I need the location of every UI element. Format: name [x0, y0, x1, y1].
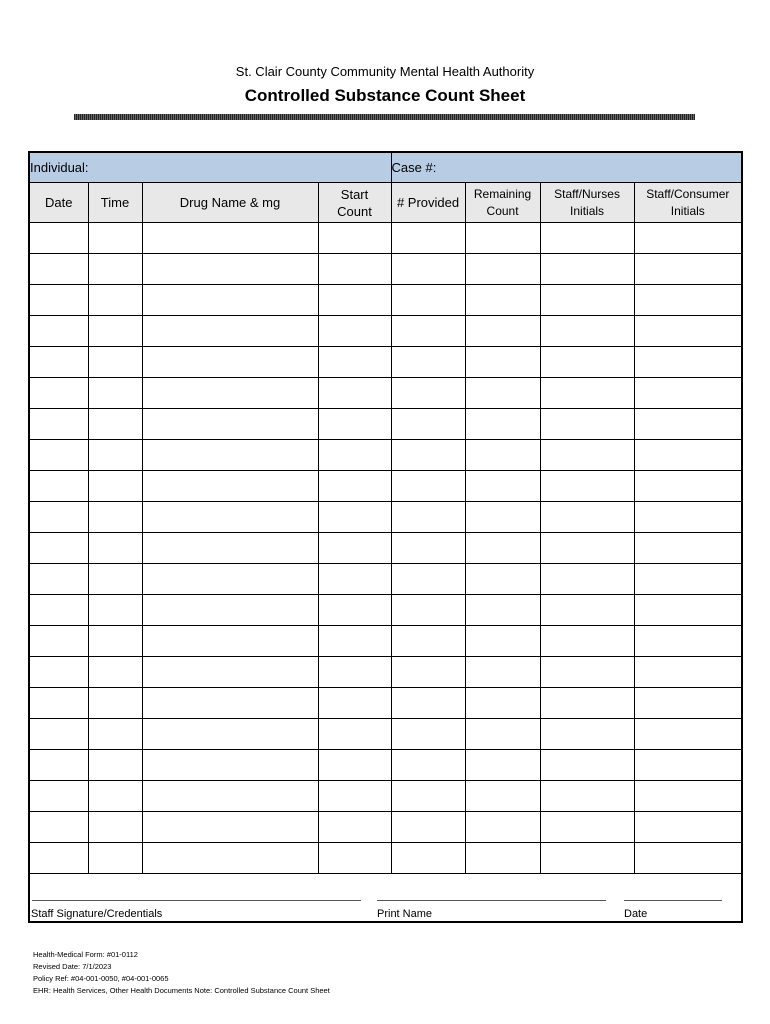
provided-cell[interactable]	[391, 223, 465, 254]
provided-cell[interactable]	[391, 254, 465, 285]
time-cell[interactable]	[88, 347, 142, 378]
table-row	[29, 657, 742, 688]
drug-cell[interactable]	[142, 750, 318, 781]
drug-cell[interactable]	[142, 378, 318, 409]
staff-nurses-cell[interactable]	[540, 347, 634, 378]
staff-nurses-cell[interactable]	[540, 316, 634, 347]
provided-cell[interactable]	[391, 440, 465, 471]
remaining-count-cell[interactable]	[465, 316, 540, 347]
table-row	[29, 564, 742, 595]
staff-nurses-cell[interactable]	[540, 285, 634, 316]
provided-cell[interactable]	[391, 316, 465, 347]
remaining-count-line2: Count	[486, 203, 519, 218]
staff-consumer-cell[interactable]	[634, 750, 742, 781]
print-name-line[interactable]	[377, 900, 606, 901]
staff-consumer-cell[interactable]	[634, 843, 742, 874]
table-row	[29, 285, 742, 316]
table-row	[29, 316, 742, 347]
date-cell[interactable]	[29, 626, 88, 657]
drug-cell[interactable]	[142, 502, 318, 533]
provided-cell[interactable]	[391, 719, 465, 750]
remaining-count-cell[interactable]	[465, 750, 540, 781]
start-count-cell[interactable]	[318, 285, 391, 316]
signature-row	[29, 874, 742, 923]
staff-consumer-cell[interactable]	[634, 781, 742, 812]
remaining-count-cell[interactable]	[465, 843, 540, 874]
time-cell[interactable]	[88, 502, 142, 533]
remaining-count-cell[interactable]	[465, 285, 540, 316]
col-start-count	[318, 183, 391, 223]
time-cell[interactable]	[88, 316, 142, 347]
date-cell[interactable]	[29, 719, 88, 750]
start-count-line2: Count	[337, 203, 372, 219]
start-count-cell[interactable]	[318, 316, 391, 347]
drug-cell[interactable]	[142, 409, 318, 440]
staff-signature-line[interactable]	[32, 900, 361, 901]
table-row	[29, 843, 742, 874]
drug-cell[interactable]	[142, 223, 318, 254]
table-row	[29, 533, 742, 564]
date-cell[interactable]	[29, 657, 88, 688]
time-cell[interactable]	[88, 223, 142, 254]
staff-consumer-cell[interactable]	[634, 626, 742, 657]
staff-nurses-cell[interactable]	[540, 471, 634, 502]
drug-cell[interactable]	[142, 285, 318, 316]
start-count-cell[interactable]	[318, 223, 391, 254]
table-row	[29, 812, 742, 843]
date-cell[interactable]	[29, 347, 88, 378]
col-time: Time	[88, 183, 142, 223]
time-cell[interactable]	[88, 378, 142, 409]
table-row	[29, 502, 742, 533]
staff-nurses-cell[interactable]	[540, 812, 634, 843]
time-cell[interactable]	[88, 564, 142, 595]
staff-nurses-cell[interactable]	[540, 657, 634, 688]
table-row	[29, 719, 742, 750]
table-row	[29, 595, 742, 626]
date-cell[interactable]	[29, 533, 88, 564]
start-count-cell[interactable]	[318, 254, 391, 285]
date-label: Date	[624, 908, 648, 920]
start-count-line1: Start	[340, 186, 369, 202]
col-drug-name: Drug Name & mg	[142, 183, 318, 223]
page-title: Controlled Substance Count Sheet	[244, 86, 526, 105]
time-cell[interactable]	[88, 409, 142, 440]
footer-policy-ref: Policy Ref: #04-001-0050, #04-001-0065	[33, 974, 169, 983]
staff-nurses-cell[interactable]	[540, 750, 634, 781]
date-cell[interactable]	[29, 409, 88, 440]
drug-cell[interactable]	[142, 626, 318, 657]
time-cell[interactable]	[88, 688, 142, 719]
time-cell[interactable]	[88, 719, 142, 750]
date-cell[interactable]	[29, 440, 88, 471]
drug-cell[interactable]	[142, 843, 318, 874]
date-cell[interactable]	[29, 688, 88, 719]
staff-consumer-cell[interactable]	[634, 347, 742, 378]
drug-cell[interactable]	[142, 595, 318, 626]
table-row	[29, 254, 742, 285]
footer-form-number: Health-Medical Form: #01-0112	[33, 950, 138, 959]
start-count-cell[interactable]	[318, 347, 391, 378]
provided-cell[interactable]	[391, 750, 465, 781]
start-count-cell[interactable]	[318, 378, 391, 409]
date-line[interactable]	[624, 900, 722, 901]
table-row	[29, 471, 742, 502]
provided-cell[interactable]	[391, 688, 465, 719]
drug-cell[interactable]	[142, 254, 318, 285]
date-cell[interactable]	[29, 378, 88, 409]
staff-nurses-cell[interactable]	[540, 843, 634, 874]
provided-cell[interactable]	[391, 471, 465, 502]
drug-cell[interactable]	[142, 719, 318, 750]
time-cell[interactable]	[88, 533, 142, 564]
provided-cell[interactable]	[391, 409, 465, 440]
table-row	[29, 347, 742, 378]
staff-consumer-cell[interactable]	[634, 316, 742, 347]
time-cell[interactable]	[88, 285, 142, 316]
col-staff-nurses-initials	[540, 183, 634, 223]
date-cell[interactable]	[29, 812, 88, 843]
footer-ehr: EHR: Health Services, Other Health Documents Note: Controlled Substance Count Sheet	[33, 986, 330, 995]
staff-nurses-cell[interactable]	[540, 626, 634, 657]
start-count-cell[interactable]	[318, 595, 391, 626]
staff-nurses-cell[interactable]	[540, 378, 634, 409]
individual-field[interactable]	[29, 152, 391, 183]
drug-cell[interactable]	[142, 688, 318, 719]
start-count-cell[interactable]	[318, 812, 391, 843]
table-row	[29, 440, 742, 471]
count-sheet-table	[28, 151, 743, 923]
start-count-cell[interactable]	[318, 440, 391, 471]
staff-consumer-cell[interactable]	[634, 688, 742, 719]
case-number-field[interactable]	[391, 152, 742, 183]
drug-cell[interactable]	[142, 533, 318, 564]
remaining-count-cell[interactable]	[465, 688, 540, 719]
provided-cell[interactable]	[391, 781, 465, 812]
provided-cell[interactable]	[391, 347, 465, 378]
remaining-count-cell[interactable]	[465, 781, 540, 812]
remaining-count-line1: Remaining	[473, 186, 532, 201]
signature-area[interactable]	[29, 874, 742, 923]
table-row	[29, 626, 742, 657]
provided-cell[interactable]	[391, 502, 465, 533]
staff-nurses-line1: Staff/Nurses	[554, 186, 620, 201]
time-cell[interactable]	[88, 440, 142, 471]
start-count-cell[interactable]	[318, 750, 391, 781]
remaining-count-cell[interactable]	[465, 719, 540, 750]
table-row	[29, 750, 742, 781]
staff-consumer-cell[interactable]	[634, 285, 742, 316]
info-row	[29, 152, 742, 183]
date-cell[interactable]	[29, 502, 88, 533]
time-cell[interactable]	[88, 843, 142, 874]
drug-cell[interactable]	[142, 316, 318, 347]
start-count-cell[interactable]	[318, 843, 391, 874]
time-cell[interactable]	[88, 471, 142, 502]
staff-nurses-cell[interactable]	[540, 409, 634, 440]
remaining-count-cell[interactable]	[465, 626, 540, 657]
provided-cell[interactable]	[391, 812, 465, 843]
date-cell[interactable]	[29, 471, 88, 502]
time-cell[interactable]	[88, 595, 142, 626]
drug-cell[interactable]	[142, 347, 318, 378]
staff-nurses-cell[interactable]	[540, 533, 634, 564]
staff-consumer-cell[interactable]	[634, 657, 742, 688]
provided-cell[interactable]	[391, 564, 465, 595]
case-number-label: Case #:	[391, 160, 437, 175]
provided-cell[interactable]	[391, 285, 465, 316]
table-row	[29, 688, 742, 719]
table-row	[29, 781, 742, 812]
staff-consumer-cell[interactable]	[634, 719, 742, 750]
time-cell[interactable]	[88, 750, 142, 781]
staff-consumer-cell[interactable]	[634, 564, 742, 595]
staff-nurses-cell[interactable]	[540, 440, 634, 471]
staff-nurses-cell[interactable]	[540, 223, 634, 254]
provided-cell[interactable]	[391, 378, 465, 409]
staff-nurses-cell[interactable]	[540, 254, 634, 285]
date-cell[interactable]	[29, 781, 88, 812]
remaining-count-cell[interactable]	[465, 812, 540, 843]
provided-cell[interactable]	[391, 657, 465, 688]
staff-signature-label: Staff Signature/Credentials	[31, 908, 163, 920]
table-row	[29, 223, 742, 254]
staff-consumer-cell[interactable]	[634, 223, 742, 254]
column-header-row	[29, 183, 742, 223]
start-count-cell[interactable]	[318, 502, 391, 533]
entry-rows	[29, 223, 742, 874]
col-date: Date	[29, 183, 88, 223]
start-count-cell[interactable]	[318, 657, 391, 688]
drug-cell[interactable]	[142, 564, 318, 595]
staff-consumer-cell[interactable]	[634, 502, 742, 533]
start-count-cell[interactable]	[318, 781, 391, 812]
remaining-count-cell[interactable]	[465, 657, 540, 688]
drug-cell[interactable]	[142, 440, 318, 471]
start-count-cell[interactable]	[318, 409, 391, 440]
staff-nurses-cell[interactable]	[540, 502, 634, 533]
footer-revised-date: Revised Date: 7/1/2023	[33, 962, 112, 971]
date-cell[interactable]	[29, 843, 88, 874]
col-provided: # Provided	[391, 183, 465, 223]
date-cell[interactable]	[29, 750, 88, 781]
remaining-count-cell[interactable]	[465, 347, 540, 378]
remaining-count-cell[interactable]	[465, 502, 540, 533]
table-row	[29, 409, 742, 440]
print-name-label: Print Name	[377, 908, 433, 920]
staff-nurses-cell[interactable]	[540, 719, 634, 750]
start-count-cell[interactable]	[318, 533, 391, 564]
remaining-count-cell[interactable]	[465, 595, 540, 626]
drug-cell[interactable]	[142, 781, 318, 812]
remaining-count-cell[interactable]	[465, 223, 540, 254]
time-cell[interactable]	[88, 254, 142, 285]
time-cell[interactable]	[88, 812, 142, 843]
remaining-count-cell[interactable]	[465, 440, 540, 471]
date-cell[interactable]	[29, 564, 88, 595]
staff-nurses-line2: Initials	[570, 203, 605, 218]
staff-consumer-line2: Initials	[670, 203, 705, 218]
staff-consumer-line1: Staff/Consumer	[646, 186, 730, 201]
start-count-cell[interactable]	[318, 564, 391, 595]
remaining-count-cell[interactable]	[465, 254, 540, 285]
staff-nurses-cell[interactable]	[540, 688, 634, 719]
staff-nurses-cell[interactable]	[540, 595, 634, 626]
drug-cell[interactable]	[142, 471, 318, 502]
provided-cell[interactable]	[391, 533, 465, 564]
date-cell[interactable]	[29, 254, 88, 285]
individual-label: Individual:	[30, 160, 89, 175]
date-cell[interactable]	[29, 595, 88, 626]
start-count-cell[interactable]	[318, 626, 391, 657]
drug-cell[interactable]	[142, 812, 318, 843]
provided-cell[interactable]	[391, 595, 465, 626]
staff-consumer-cell[interactable]	[634, 595, 742, 626]
drug-cell[interactable]	[142, 657, 318, 688]
staff-consumer-cell[interactable]	[634, 409, 742, 440]
staff-consumer-cell[interactable]	[634, 254, 742, 285]
remaining-count-cell[interactable]	[465, 409, 540, 440]
provided-cell[interactable]	[391, 626, 465, 657]
staff-nurses-cell[interactable]	[540, 564, 634, 595]
date-cell[interactable]	[29, 285, 88, 316]
staff-consumer-cell[interactable]	[634, 378, 742, 409]
table-row	[29, 378, 742, 409]
form-footer	[33, 949, 330, 997]
date-cell[interactable]	[29, 316, 88, 347]
staff-consumer-cell[interactable]	[634, 533, 742, 564]
col-staff-consumer-initials	[634, 183, 742, 223]
remaining-count-cell[interactable]	[465, 533, 540, 564]
remaining-count-cell[interactable]	[465, 378, 540, 409]
staff-consumer-cell[interactable]	[634, 812, 742, 843]
date-cell[interactable]	[29, 223, 88, 254]
time-cell[interactable]	[88, 626, 142, 657]
provided-cell[interactable]	[391, 843, 465, 874]
col-remaining-count	[465, 183, 540, 223]
staff-consumer-cell[interactable]	[634, 471, 742, 502]
staff-nurses-cell[interactable]	[540, 781, 634, 812]
remaining-count-cell[interactable]	[465, 564, 540, 595]
time-cell[interactable]	[88, 781, 142, 812]
organization-name: St. Clair County Community Mental Health Authority	[235, 64, 535, 79]
time-cell[interactable]	[88, 657, 142, 688]
start-count-cell[interactable]	[318, 471, 391, 502]
title-divider	[74, 114, 695, 120]
staff-consumer-cell[interactable]	[634, 440, 742, 471]
remaining-count-cell[interactable]	[465, 471, 540, 502]
start-count-cell[interactable]	[318, 719, 391, 750]
start-count-cell[interactable]	[318, 688, 391, 719]
